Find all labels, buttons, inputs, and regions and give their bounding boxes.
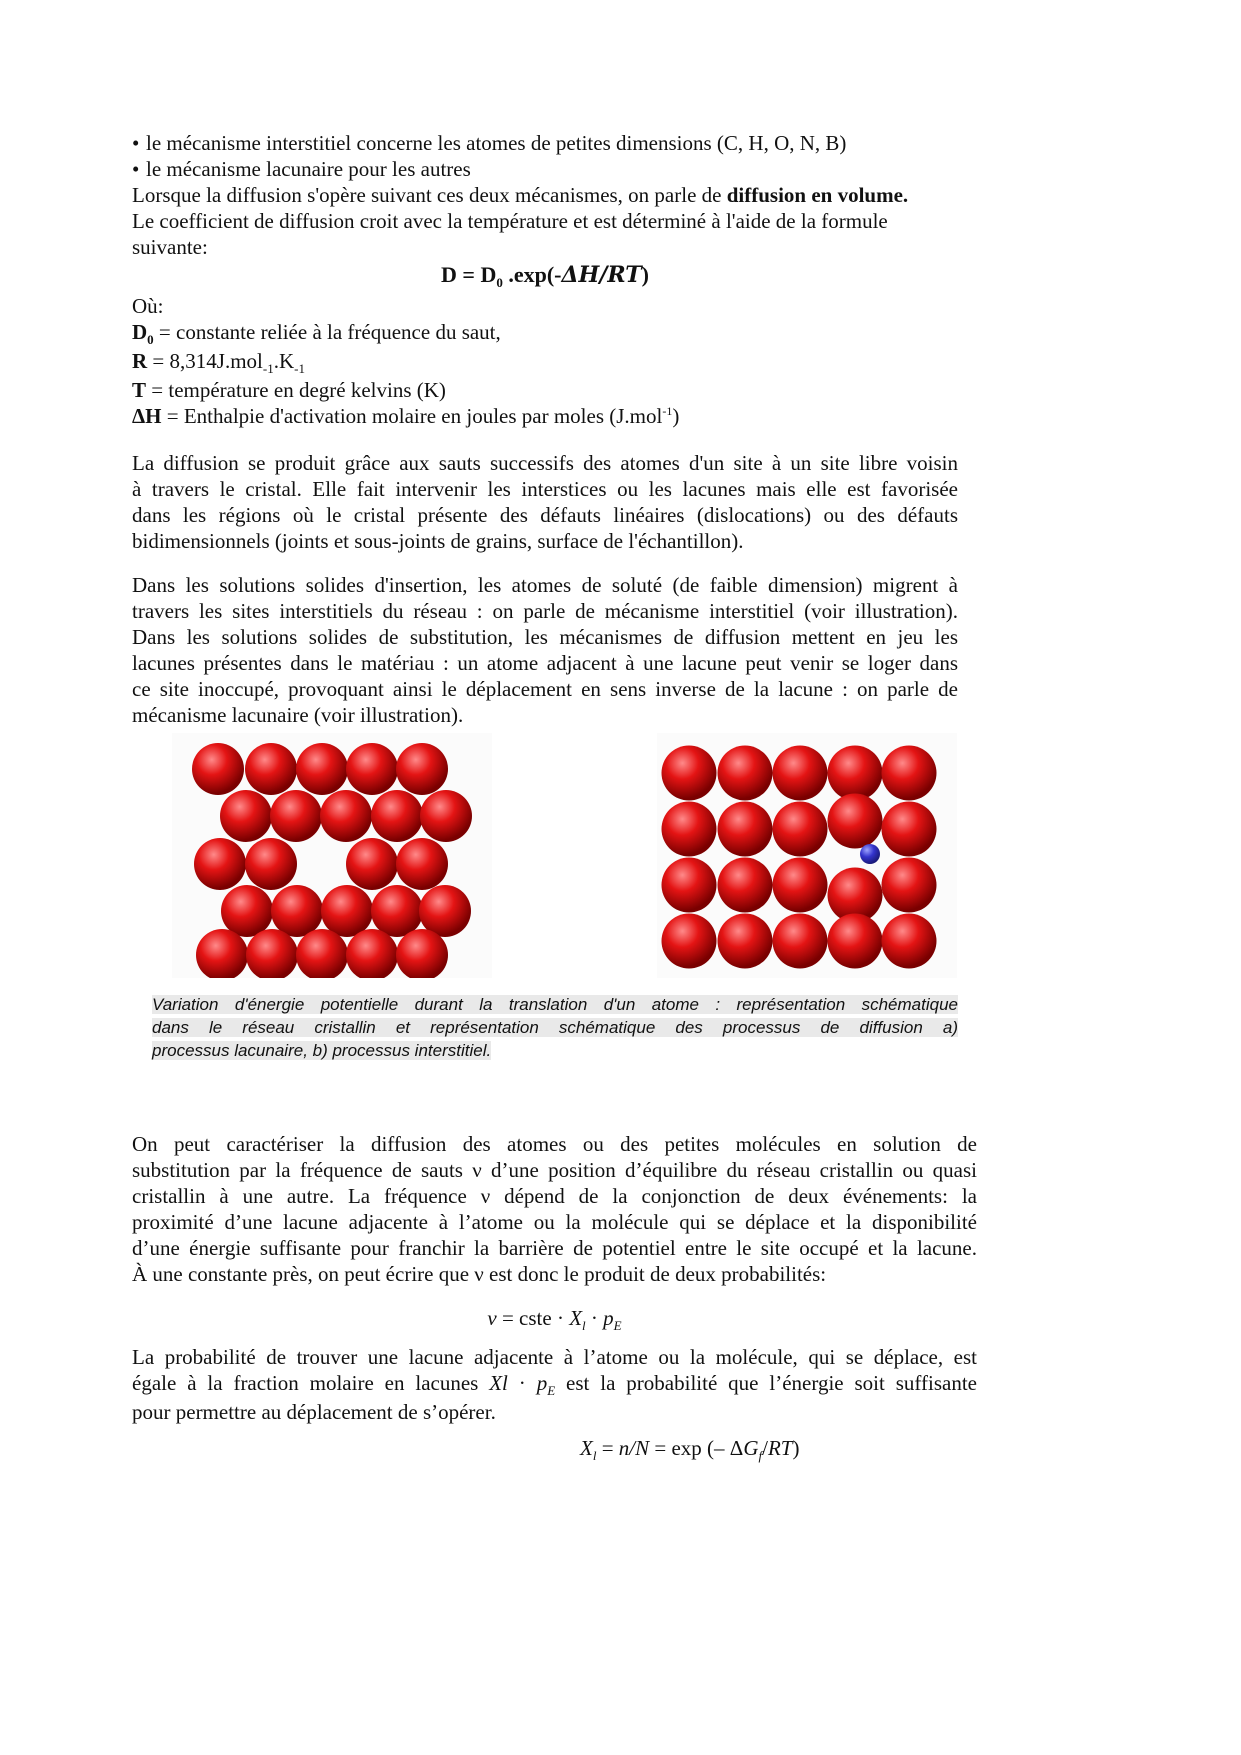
lattice-atom: [773, 802, 828, 857]
lattice-atom: [194, 838, 246, 890]
definition-text: = constante reliée à la fréquence du saut,: [153, 320, 501, 344]
inline-subscript: E: [547, 1383, 556, 1398]
eq-symbol: p: [603, 1306, 614, 1330]
bullet-icon: •: [132, 131, 140, 155]
eq-symbol: n/N: [618, 1436, 650, 1460]
symbol: R: [132, 349, 148, 373]
lattice-atom: [419, 885, 471, 937]
eq-subscript: f: [758, 1448, 763, 1463]
lattice-atom: [718, 858, 773, 913]
definition-r: [132, 348, 958, 377]
eq-symbol: X: [580, 1436, 593, 1460]
symbol: D: [132, 320, 148, 344]
eq-text: ·: [585, 1306, 604, 1330]
inline-symbol: Xl: [489, 1371, 508, 1395]
interstitial-lattice-figure: [657, 733, 957, 978]
lattice-atom: [346, 838, 398, 890]
definition-d0: [132, 319, 958, 348]
lattice-atom: [220, 790, 272, 842]
lattice-atom: [192, 743, 244, 795]
superscript: -1: [662, 404, 673, 418]
eq-subscript: l: [582, 1318, 586, 1333]
lattice-atom: [396, 743, 448, 795]
subscript: -1: [262, 361, 274, 376]
lattice-atom: [371, 790, 423, 842]
caption-text: processus lacunaire, b) processus interstitiel.: [152, 1041, 492, 1060]
interstitial-lattice-image: [657, 733, 957, 978]
diffusion-formula: [132, 260, 958, 293]
lattice-atom: [882, 914, 937, 969]
lattice-atom: [346, 929, 398, 978]
lattice-atom: [718, 802, 773, 857]
lattice-atom: [221, 885, 273, 937]
caption-line: [152, 1039, 958, 1062]
lattice-atom: [371, 885, 423, 937]
paragraph-line: proximité d’une lacune adjacente à l’atome ou la molécule qui se déplace et la disponibilité: [132, 1210, 977, 1234]
formula-italic: ΔH/RT: [561, 262, 642, 288]
paragraph-line: dans les régions où le cristal présente des défauts linéaires (dislocations) ou des défauts: [132, 503, 958, 527]
figure-caption: [152, 993, 958, 1062]
lattice-atom: [718, 914, 773, 969]
vacancy-lattice-image: [172, 733, 492, 978]
definition-text: ): [672, 404, 680, 428]
lattice-atom: [773, 858, 828, 913]
paragraph-line: On peut caractériser la diffusion des atomes ou des petites molécules en solution de: [132, 1132, 977, 1156]
lattice-atom: [396, 838, 448, 890]
main-text: [132, 130, 958, 728]
bullet-icon: •: [132, 157, 140, 181]
eq-symbol: RT: [767, 1436, 793, 1460]
eq-text: = cste ·: [496, 1306, 570, 1330]
lattice-atom: [662, 746, 717, 801]
lattice-atom: [828, 794, 883, 849]
bullet-item-2: [132, 156, 958, 182]
formula-part: D = D: [441, 262, 497, 287]
lattice-atom: [245, 838, 297, 890]
eq-symbol: ν: [487, 1306, 497, 1330]
lattice-atom: [246, 929, 298, 978]
lower-text: [132, 1131, 977, 1425]
definition-text: = 8,314J.mol: [147, 349, 263, 373]
interstitial-atom: [860, 844, 880, 864]
lattice-atom: [196, 929, 248, 978]
illustrations: [172, 733, 962, 983]
lattice-atom: [270, 790, 322, 842]
bullet-item-1: [132, 130, 958, 156]
paragraph-line: travers les sites interstitiels du réseau : on parle de mécanisme interstitiel (voir illustration).: [132, 599, 958, 623]
intro-line: Le coefficient de diffusion croit avec la température et est déterminé à l'aide de la formule: [132, 209, 888, 233]
definition-text: = Enthalpie d'activation molaire en joules par moles (J.mol: [161, 404, 663, 428]
paragraph-line: À une constante près, on peut écrire que ν est donc le produit de deux probabilités:: [132, 1262, 827, 1286]
paragraph-mechanisms: [132, 572, 958, 728]
paragraph-line: à travers le cristal. Elle fait intervenir les interstices ou les lacunes mais elle est favorisée: [132, 477, 958, 501]
lattice-atom: [271, 885, 323, 937]
paragraph-line: [132, 1370, 977, 1399]
lattice-atom: [882, 746, 937, 801]
bullet-text: le mécanisme interstitiel concerne les atomes de petites dimensions (C, H, O, N, B): [146, 131, 847, 155]
intro-text: Lorsque la diffusion s'opère suivant ces deux mécanismes, on parle de: [132, 183, 727, 207]
lattice-atom: [662, 914, 717, 969]
lattice-atom: [773, 914, 828, 969]
caption-line: [152, 1016, 958, 1039]
caption-text: dans le réseau cristallin et représentation schématique des processus de diffusion a): [152, 1018, 958, 1037]
lattice-atom: [828, 914, 883, 969]
caption-text: Variation d'énergie potentielle durant la translation d'un atome : représentation schématique: [152, 995, 958, 1014]
lattice-atom: [296, 929, 348, 978]
eq-text: /: [762, 1436, 768, 1460]
inline-symbol: p: [536, 1371, 548, 1395]
lattice-atom: [321, 885, 373, 937]
subscript: -1: [294, 361, 305, 376]
lattice-atom: [245, 743, 297, 795]
intro-line: suivante:: [132, 235, 208, 259]
definition-h: [132, 403, 958, 432]
definition-t: [132, 377, 958, 403]
paragraph-line: bidimensionnels (joints et sous-joints de grains, surface de l'échantillon).: [132, 529, 744, 553]
definition-text: .K: [273, 349, 295, 373]
lattice-atom: [420, 790, 472, 842]
paragraph-line: La probabilité de trouver une lacune adjacente à l’atome ou la molécule, qui se déplace, est: [132, 1345, 977, 1369]
paragraph-line: mécanisme lacunaire (voir illustration).: [132, 703, 464, 727]
eq-text: =: [596, 1436, 619, 1460]
lattice-atom: [346, 743, 398, 795]
formula-part: .exp(-: [502, 262, 562, 287]
lattice-atom: [718, 746, 773, 801]
paragraph-line: Dans les solutions solides d'insertion, les atomes de soluté (de faible dimension) migrent à: [132, 573, 958, 597]
paragraph-text: égale à la fraction molaire en lacunes: [132, 1371, 490, 1395]
lattice-atom: [882, 802, 937, 857]
paragraph-line: pour permettre au déplacement de s’opérer.: [132, 1400, 496, 1424]
lattice-atom: [662, 802, 717, 857]
lattice-atom: [773, 746, 828, 801]
paragraph-line: La diffusion se produit grâce aux sauts successifs des atomes d'un site à un site libre voisin: [132, 451, 958, 475]
formula-part: ): [641, 262, 649, 287]
lattice-atom: [828, 746, 883, 801]
vacancy-fraction-equation: [580, 1436, 799, 1461]
bold-term: diffusion en volume.: [726, 183, 909, 207]
paragraph-text: est la probabilité que l’énergie soit suffisante: [555, 1371, 977, 1395]
frequency-equation: [132, 1305, 977, 1334]
definition-text: = température en degré kelvins (K): [146, 378, 446, 402]
eq-symbol: G: [743, 1436, 759, 1460]
lattice-atom: [882, 858, 937, 913]
paragraph-line: Dans les solutions solides de substitution, les mécanismes de diffusion mettent en jeu les: [132, 625, 958, 649]
lattice-atom: [296, 743, 348, 795]
caption-line: [152, 993, 958, 1016]
vacancy-lattice-figure: [172, 733, 492, 978]
paragraph-line: d’une énergie suffisante pour franchir la barrière de potentiel entre le site occupé et la lacune.: [132, 1236, 977, 1260]
paragraph-line: lacunes présentes dans le matériau : un atome adjacent à une lacune peut venir se loger dans: [132, 651, 958, 675]
eq-text: = exp (– Δ: [649, 1436, 744, 1460]
where-label: Où:: [132, 294, 164, 318]
eq-subscript: E: [613, 1318, 622, 1333]
eq-symbol: X: [569, 1306, 583, 1330]
paragraph-diffusion: [132, 450, 958, 554]
bullet-text: le mécanisme lacunaire pour les autres: [146, 157, 471, 181]
paragraph-jump-frequency: [132, 1131, 977, 1287]
lattice-atom: [662, 858, 717, 913]
eq-subscript: l: [592, 1448, 597, 1463]
paragraph-probability: [132, 1344, 977, 1425]
paragraph-line: substitution par la fréquence de sauts ν d’une position d’équilibre du réseau cristallin ou quasi: [132, 1158, 977, 1182]
paragraph-line: cristallin à une autre. La fréquence ν dépend de la conjonction de deux événements: la: [132, 1184, 977, 1208]
lattice-atom: [320, 790, 372, 842]
symbol: ΔH: [132, 404, 162, 428]
eq-text: ): [792, 1436, 800, 1460]
intro-line: [132, 182, 958, 208]
paragraph-text: ·: [507, 1371, 537, 1395]
formula-subscript: 0: [496, 275, 503, 290]
subscript: 0: [147, 332, 154, 347]
symbol: T: [132, 378, 147, 402]
paragraph-line: ce site inoccupé, provoquant ainsi le déplacement en sens inverse de la lacune : on parle de: [132, 677, 958, 701]
